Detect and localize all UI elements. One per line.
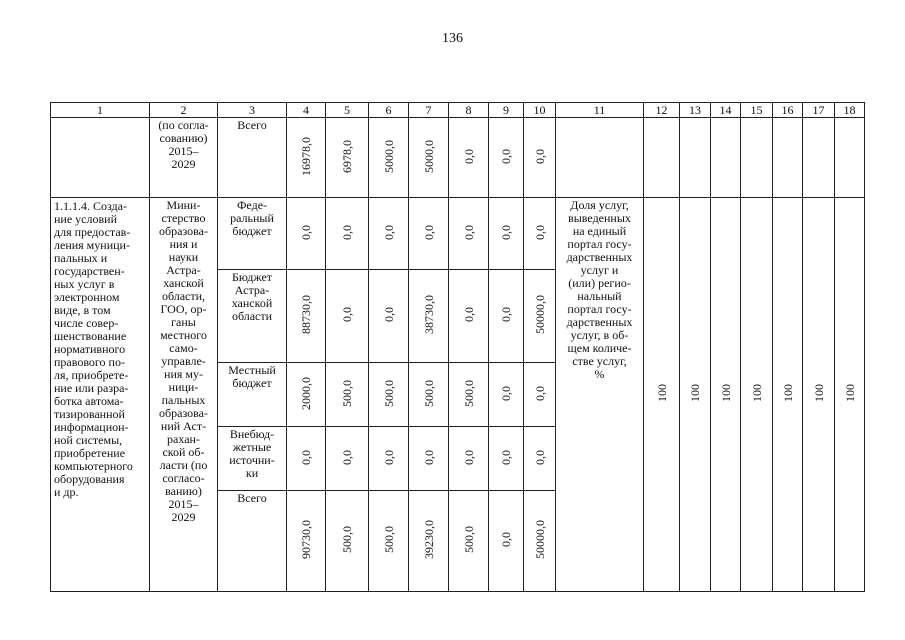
indicator-value: 100 <box>842 384 857 402</box>
value-cell <box>489 491 524 592</box>
indicator-value-cell <box>773 198 803 592</box>
value-text: 0,0 <box>532 148 547 164</box>
column-header: 6 <box>369 103 409 118</box>
value-text: 0,0 <box>499 449 513 465</box>
indicator-value-cell-empty <box>680 118 711 198</box>
funding-source-label: Бюджет Астра- ханской области <box>231 270 273 323</box>
value-text: 0,0 <box>381 449 396 465</box>
value-text: 0,0 <box>299 449 313 465</box>
value-text: 0,0 <box>299 224 313 240</box>
funding-source-label: Внебюд- жетные источни- ки <box>229 427 275 480</box>
value-cell <box>326 363 369 427</box>
value-text: 88730,0 <box>299 295 313 334</box>
value-text: 500,0 <box>340 526 354 553</box>
column-header: 18 <box>835 103 865 118</box>
indicator-value-cell <box>644 198 680 592</box>
value-text: 0,0 <box>461 307 476 322</box>
value-cell <box>409 118 449 198</box>
column-header: 7 <box>409 103 449 118</box>
funding-row-federal <box>51 198 865 270</box>
value-cell <box>489 270 524 363</box>
value-text: 16978,0 <box>299 136 313 176</box>
column-header: 3 <box>218 103 287 118</box>
value-cell <box>449 270 489 363</box>
value-cell <box>489 198 524 270</box>
value-text: 0,0 <box>499 148 513 164</box>
value-cell <box>369 198 409 270</box>
value-cell <box>369 118 409 198</box>
value-text: 0,0 <box>532 449 547 465</box>
indicator-value: 100 <box>654 384 669 402</box>
column-header: 15 <box>741 103 773 118</box>
page-number: 136 <box>442 31 463 46</box>
value-cell <box>326 270 369 363</box>
column-header: 16 <box>773 103 803 118</box>
budget-table <box>50 102 865 592</box>
value-cell <box>524 270 556 363</box>
value-cell <box>489 118 524 198</box>
value-text: 90730,0 <box>299 520 313 559</box>
value-text: 0,0 <box>461 148 476 164</box>
value-text: 500,0 <box>461 379 476 407</box>
funding-source-cell <box>218 427 287 491</box>
funding-source-cell <box>218 198 287 270</box>
value-text: 0,0 <box>499 532 513 547</box>
value-cell <box>287 491 326 592</box>
value-text: 0,0 <box>340 224 354 240</box>
indicator-value-cell <box>803 198 835 592</box>
value-cell <box>287 198 326 270</box>
value-text: 0,0 <box>532 224 547 240</box>
value-cell <box>326 118 369 198</box>
value-text: 500,0 <box>381 526 396 553</box>
indicator-value-cell-empty <box>803 118 835 198</box>
funding-source-label: Всего <box>237 118 267 132</box>
value-cell <box>409 363 449 427</box>
indicator-value-cell-empty <box>741 118 773 198</box>
indicator-value-cell <box>835 198 865 592</box>
value-cell <box>449 427 489 491</box>
value-cell <box>287 118 326 198</box>
value-text: 50000,0 <box>532 520 547 559</box>
column-header: 8 <box>449 103 489 118</box>
value-cell <box>326 427 369 491</box>
indicator-value-cell-empty <box>711 118 741 198</box>
column-header: 11 <box>556 103 644 118</box>
column-header: 1 <box>51 103 150 118</box>
value-text: 0,0 <box>381 224 396 240</box>
column-header: 5 <box>326 103 369 118</box>
value-text: 0,0 <box>461 449 476 465</box>
value-cell <box>449 118 489 198</box>
value-cell <box>524 491 556 592</box>
value-cell <box>524 427 556 491</box>
value-cell <box>287 270 326 363</box>
indicator-cell-empty <box>556 118 644 198</box>
column-header: 14 <box>711 103 741 118</box>
activity-cell <box>51 198 150 592</box>
value-cell <box>369 491 409 592</box>
value-text: 0,0 <box>499 224 513 240</box>
funding-source-label: Всего <box>237 491 267 505</box>
column-header: 4 <box>287 103 326 118</box>
column-header: 2 <box>150 103 218 118</box>
indicator-value-cell-empty <box>773 118 803 198</box>
value-text: 0,0 <box>532 385 547 401</box>
value-cell <box>409 270 449 363</box>
value-text: 0,0 <box>499 385 513 401</box>
value-text: 0,0 <box>421 449 436 465</box>
value-text: 500,0 <box>340 379 354 407</box>
value-cell <box>287 427 326 491</box>
continuation-row <box>51 118 865 198</box>
column-header: 17 <box>803 103 835 118</box>
value-text: 0,0 <box>499 307 513 322</box>
value-cell <box>449 198 489 270</box>
funding-source-cell <box>218 363 287 427</box>
activity-cell-empty <box>51 118 150 198</box>
value-cell <box>524 118 556 198</box>
indicator-value: 100 <box>780 384 795 402</box>
indicator-value-cell <box>741 198 773 592</box>
funding-source-cell <box>218 270 287 363</box>
value-text: 2000,0 <box>299 376 313 410</box>
executor-text: Мини- стерство образова- ния и науки Астра- ханской области, ГОО, ор- ганы местного само- управле- ния му- ници- пальных образова- ний Аст- рахан- ской об- ласти (по согласо- ванию) 2015– 2029 <box>159 198 208 524</box>
indicator-value: 100 <box>718 384 733 402</box>
value-text: 500,0 <box>421 379 436 407</box>
funding-source-cell <box>218 118 287 198</box>
indicator-value-cell-empty <box>835 118 865 198</box>
value-cell <box>489 363 524 427</box>
value-cell <box>489 427 524 491</box>
value-text: 6978,0 <box>340 139 354 173</box>
value-cell <box>524 198 556 270</box>
value-text: 0,0 <box>340 307 354 322</box>
indicator-value: 100 <box>749 384 764 402</box>
executor-cell <box>150 118 218 198</box>
activity-name: 1.1.1.4. Созда- ние условий для предостав- ления муници- пальных и государствен- ных услуг в электронном виде, в том числе совер- шенствование нормативного правового по- ля, приобрете- ние или разра- ботка автома- тизированной информацион- ной системы, приобретение компьютерного оборудования и др. <box>54 199 133 499</box>
executor-cell <box>150 198 218 592</box>
value-cell <box>369 363 409 427</box>
value-text: 0,0 <box>461 224 476 240</box>
value-text: 5000,0 <box>381 139 396 173</box>
value-text: 0,0 <box>381 307 396 322</box>
value-cell <box>326 491 369 592</box>
indicator-value-cell <box>711 198 741 592</box>
value-cell <box>326 198 369 270</box>
indicator-value-cell-empty <box>644 118 680 198</box>
value-text: 50000,0 <box>532 295 547 334</box>
column-header: 13 <box>680 103 711 118</box>
value-text: 500,0 <box>381 379 396 407</box>
value-cell <box>409 491 449 592</box>
column-number-row <box>51 103 865 118</box>
column-header: 9 <box>489 103 524 118</box>
value-cell <box>524 363 556 427</box>
value-cell <box>449 491 489 592</box>
value-cell <box>449 363 489 427</box>
value-text: 39230,0 <box>421 520 436 559</box>
column-header: 12 <box>644 103 680 118</box>
indicator-value: 100 <box>688 384 702 402</box>
indicator-value-cell <box>680 198 711 592</box>
value-cell <box>409 198 449 270</box>
value-text: 38730,0 <box>421 295 436 334</box>
funding-source-cell <box>218 491 287 592</box>
value-text: 500,0 <box>461 526 476 553</box>
funding-source-label: Местный бюджет <box>228 363 276 390</box>
indicator-cell <box>556 198 644 592</box>
column-header: 10 <box>524 103 556 118</box>
value-text: 0,0 <box>421 224 436 240</box>
indicator-value: 100 <box>811 384 826 402</box>
value-text: 5000,0 <box>421 139 436 173</box>
indicator-text: Доля услуг, выведенных на единый портал госу- дарственных услуг и (или) регио- нальный портал госу- дарственных услуг, в об- щем количе- стве услуг, % <box>566 198 633 381</box>
value-cell <box>287 363 326 427</box>
executor-tail-text: (по согла- сованию) 2015– 2029 <box>158 118 209 171</box>
value-cell <box>369 427 409 491</box>
value-text: 0,0 <box>340 449 354 465</box>
value-cell <box>409 427 449 491</box>
funding-source-label: Феде- ральный бюджет <box>230 198 274 238</box>
value-cell <box>369 270 409 363</box>
